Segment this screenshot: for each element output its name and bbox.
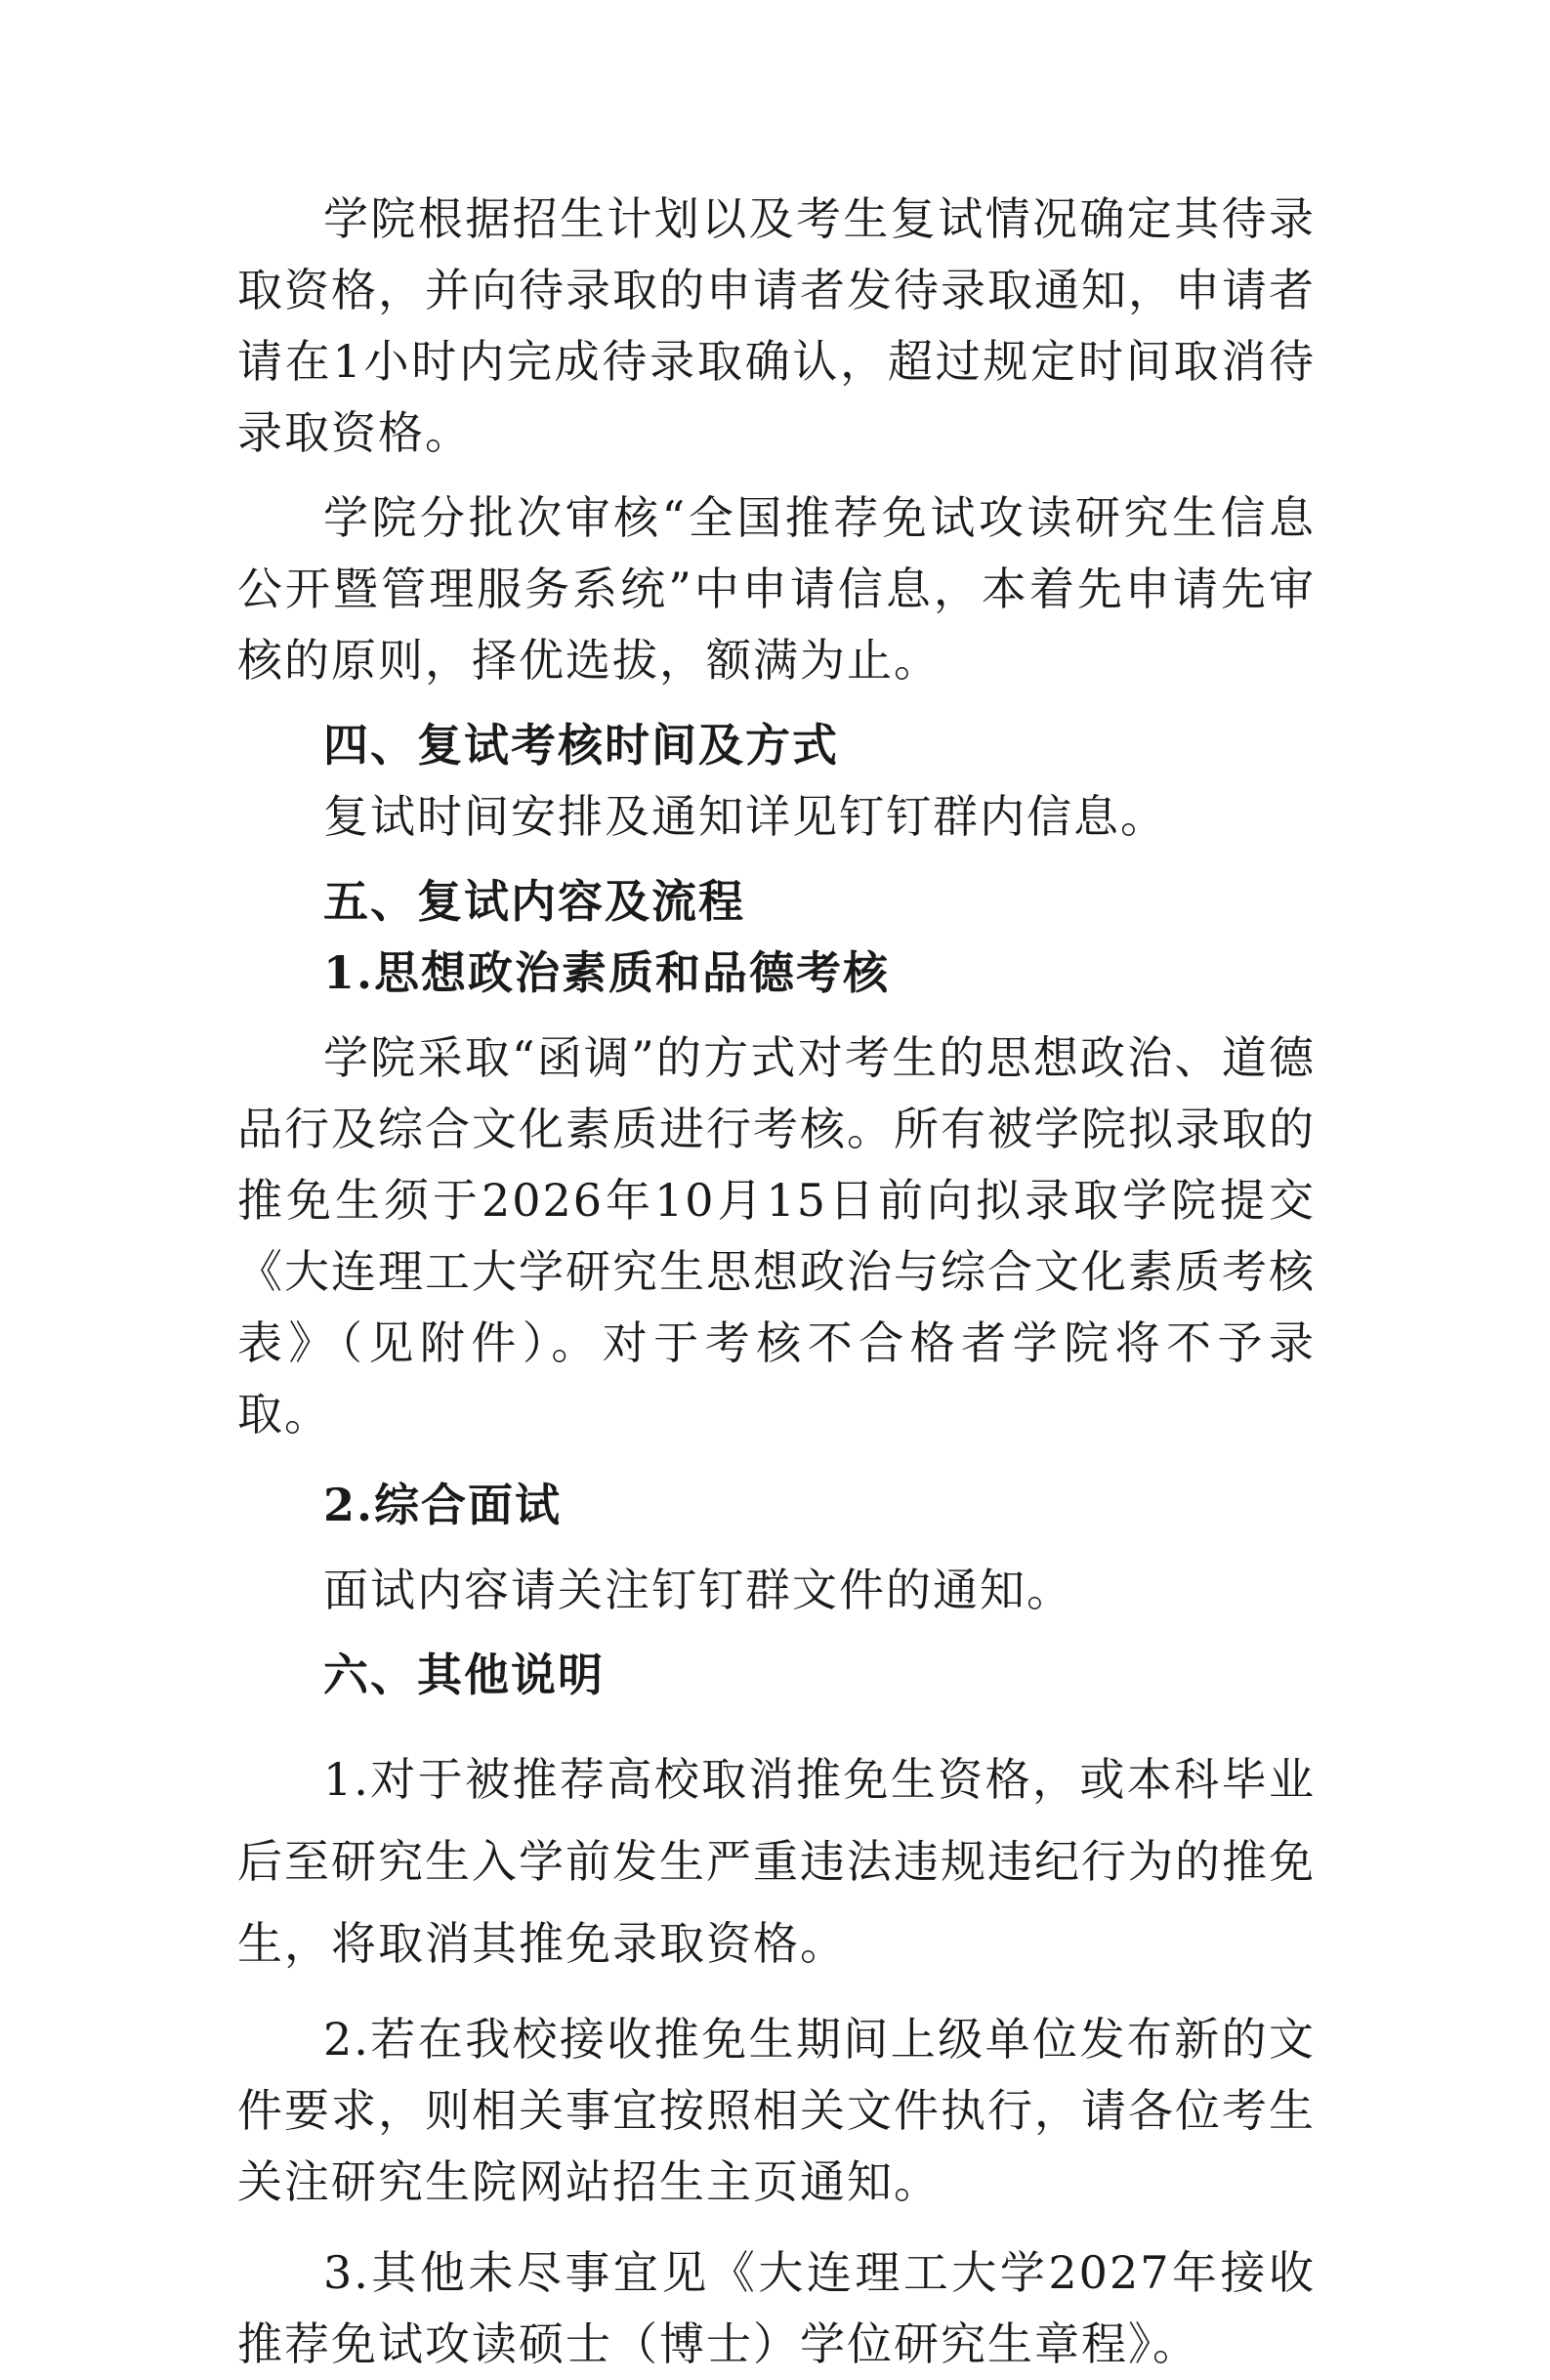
heading-section-6: 六、其他说明 <box>323 1649 605 1701</box>
paragraph-note-3: 3.其他未尽事宜见《大连理工大学2027年接收推荐免试攻读硕士（博士）学位研究生章程》。 <box>237 2246 1316 2370</box>
paragraph-review-batches: 学院分批次审核“全国推荐免试攻读研究生信息公开暨管理服务系统”中申请信息，本着先申请先审核的原则，择优选拔，额满为止。 <box>237 491 1316 687</box>
document-body <box>237 184 1316 2380</box>
heading-section-5: 五、复试内容及流程 <box>323 875 745 928</box>
heading-interview: 2.综合面试 <box>323 1479 563 1531</box>
paragraph-schedule: 复试时间安排及通知详见钉钉群内信息。 <box>323 790 1167 843</box>
paragraph-note-2: 2.若在我校接收推免生期间上级单位发布新的文件要求，则相关事宜按照相关文件执行，请各位考生关注研究生院网站招生主页通知。 <box>237 2013 1316 2208</box>
paragraph-admission-qualification: 学院根据招生计划以及考生复试情况确定其待录取资格，并向待录取的申请者发待录取通知，申请者请在1小时内完成待录取确认，超过规定时间取消待录取资格。 <box>237 192 1316 459</box>
paragraph-interview: 面试内容请关注钉钉群文件的通知。 <box>323 1564 1073 1616</box>
paragraph-political-assessment: 学院采取“函调”的方式对考生的思想政治、道德品行及综合文化素质进行考核。所有被学院拟录取的推免生须于2026年10月15日前向拟录取学院提交《大连理工大学研究生思想政治与综合文化素质考核表》（见附件）。对于考核不合格者学院将不予录取。 <box>237 1031 1316 1441</box>
heading-section-4: 四、复试考核时间及方式 <box>323 719 839 772</box>
heading-political-assessment: 1.思想政治素质和品德考核 <box>323 946 891 999</box>
paragraph-note-1: 1.对于被推荐高校取消推免生资格，或本科毕业后至研究生入学前发生严重违法违规违纪行为的推免生，将取消其推免录取资格。 <box>237 1753 1316 1970</box>
